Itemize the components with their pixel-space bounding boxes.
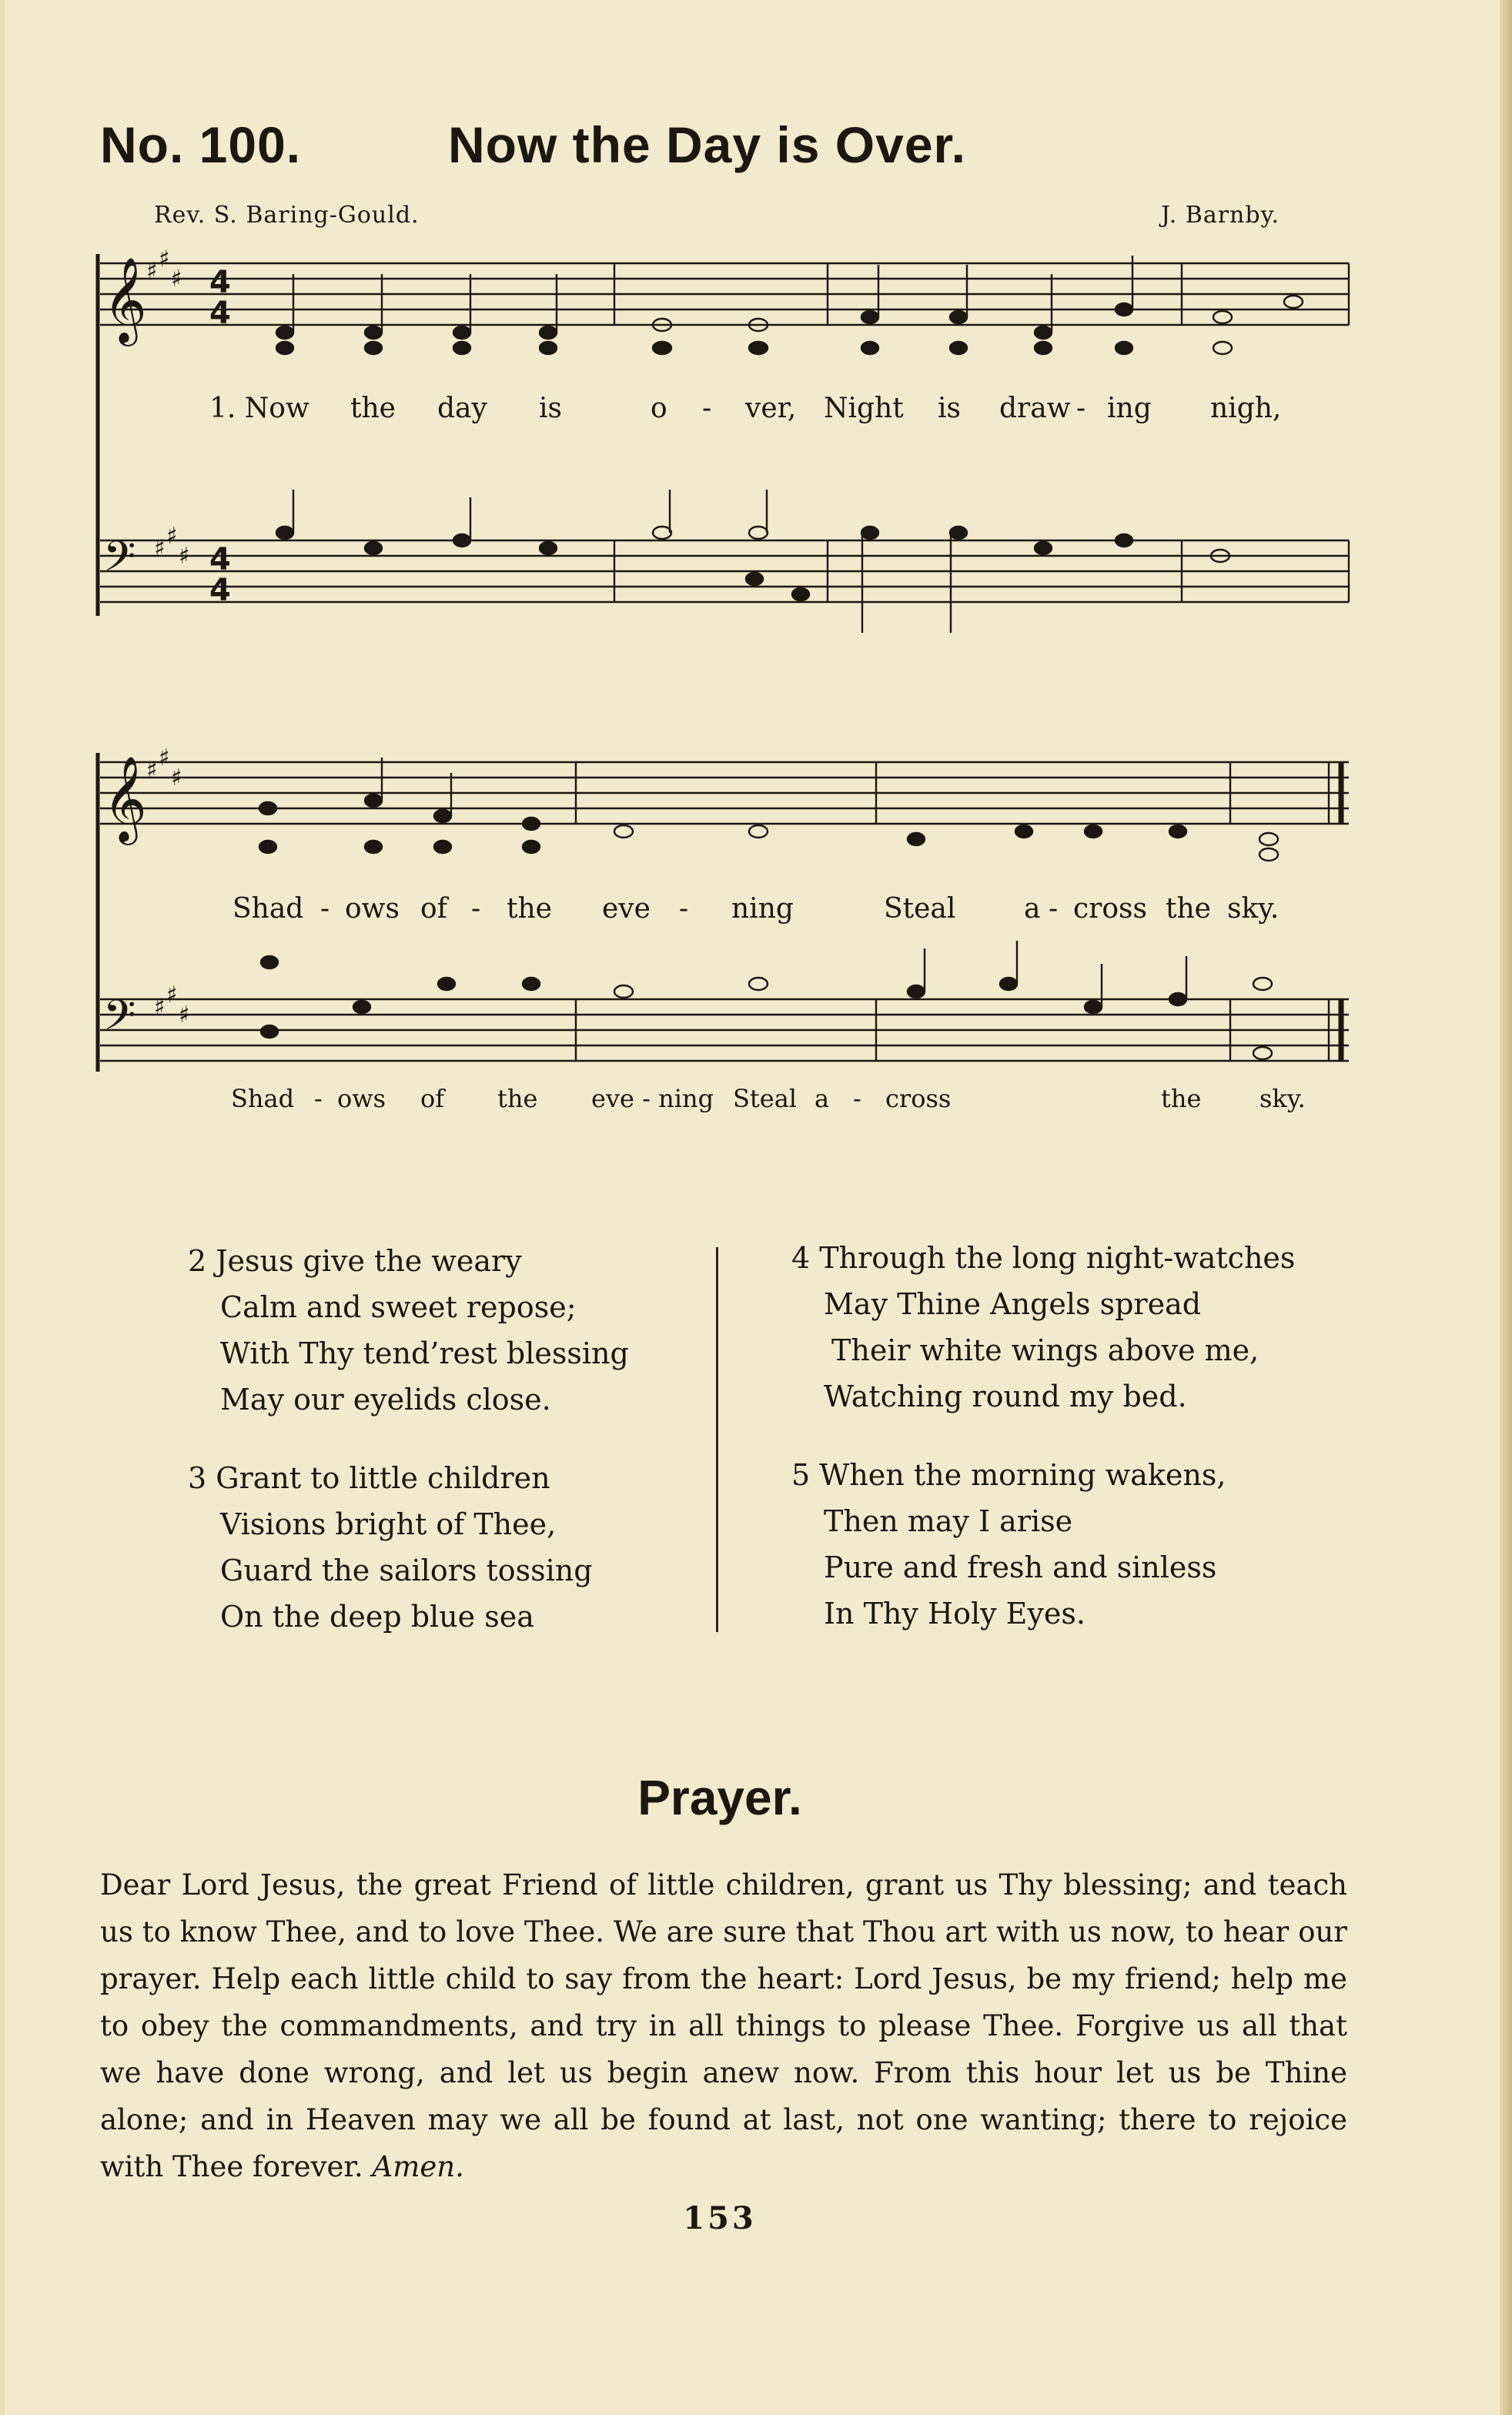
prayer-amen: Amen. (372, 2150, 464, 2183)
bass-lyric-syllable: eve - ning (591, 1084, 714, 1113)
lyric-syllable: Steal (884, 893, 956, 925)
verse-line: Visions bright of Thee, (220, 1507, 557, 1541)
svg-text:♯: ♯ (159, 744, 170, 771)
lyric-syllable: of (420, 893, 447, 925)
lyric-syllable: ning (731, 893, 794, 925)
music-score (0, 0, 1512, 1155)
lyric-syllable: the (350, 393, 396, 424)
bass-lyric-syllable: Steal (733, 1084, 798, 1113)
verse-line: Watching round my bed. (824, 1380, 1187, 1413)
lyric-syllable: cross (1073, 893, 1147, 925)
verse-line: Then may I arise (824, 1504, 1073, 1538)
verse-line: 5 When the morning wakens, (791, 1458, 1226, 1492)
svg-text:♯: ♯ (159, 246, 170, 273)
bass-clef-icon: 𝄢 (103, 991, 136, 1050)
bass-lyric-syllable: cross (885, 1084, 952, 1113)
lyric-syllable: - (702, 393, 712, 424)
prayer-title: Prayer. (637, 1770, 802, 1825)
svg-text:♯: ♯ (166, 523, 178, 550)
svg-text:♯: ♯ (171, 764, 182, 791)
prayer-body: Dear Lord Jesus, the great Friend of little children, grant us Thy blessing; and teach us to know Thee, and to love Thee. We are sure that Thou art with us now, to hear our prayer. Help each little child to say from the heart: Lord Jesus, be my friend; help me to obey the commandments, and try in all things to please Thee. Forgive us all that we have done wrong, and let us begin anew now. From this hour let us be Thine alone; and in Heaven may we all be found at last, not one wanting; there to rejoice with Thee forever. (100, 1868, 1347, 2183)
verse-line: May Thine Angels spread (824, 1287, 1202, 1321)
bass-lyric-syllable: the (497, 1084, 538, 1113)
verse-line: Guard the sailors tossing (220, 1554, 593, 1587)
lyric-syllable: ing (1107, 393, 1152, 424)
lyric-syllable: Shad (232, 893, 304, 925)
treble-clef-icon: 𝄞 (103, 755, 147, 841)
bass-lyric-syllable: a (815, 1084, 830, 1113)
lyric-syllable: a (1024, 893, 1041, 925)
bass-lyric-syllable: of (420, 1084, 445, 1113)
lyric-syllable: - (1049, 893, 1059, 925)
verse-line: Their white wings above me, (831, 1333, 1259, 1367)
lyric-syllable: - (1076, 393, 1086, 424)
verse-line: On the deep blue sea (220, 1600, 534, 1634)
svg-text:4: 4 (209, 542, 231, 577)
bass-lyric-syllable: the (1161, 1084, 1202, 1113)
words-credit: Rev. S. Baring-Gould. (154, 202, 420, 229)
lyric-syllable: - (679, 893, 689, 925)
svg-text:♯: ♯ (166, 982, 178, 1008)
lyric-syllable: o (651, 393, 667, 424)
system2-treble-staff (100, 762, 1349, 824)
bass-lyric-syllable: ows (337, 1084, 386, 1113)
verse-line: Pure and fresh and sinless (824, 1550, 1217, 1584)
svg-text:4: 4 (209, 296, 231, 331)
verse-line: In Thy Holy Eyes. (824, 1597, 1085, 1631)
svg-text:♯: ♯ (146, 757, 158, 784)
page-number: 153 (683, 2200, 757, 2236)
system1-treble-notes (276, 256, 1303, 354)
verse-5 (791, 1452, 1226, 1637)
svg-text:♯: ♯ (179, 543, 190, 570)
verse-line: 3 Grant to little children (188, 1461, 550, 1495)
svg-text:4: 4 (209, 573, 231, 608)
verse-line: 4 Through the long night-watches (791, 1241, 1296, 1275)
verse-line: 2 Jesus give the weary (188, 1244, 522, 1278)
hymn-title: Now the Day is Over. (448, 116, 966, 173)
lyric-syllable: - (471, 893, 481, 925)
bass-lyric-syllable: - (853, 1084, 861, 1113)
lyric-syllable: is (938, 393, 961, 424)
hymn-number: No. 100. (100, 116, 302, 173)
lyric-syllable: 1. Now (209, 393, 309, 424)
lyric-syllable: sky. (1227, 893, 1280, 925)
verse-column-divider (716, 1247, 718, 1632)
system2-bass-staff (100, 999, 1349, 1061)
bass-lyric-syllable: Shad (231, 1084, 295, 1113)
lyric-syllable: draw (999, 393, 1071, 424)
system1-bass-notes (276, 490, 1229, 633)
lyric-syllable: nigh, (1210, 393, 1282, 424)
bass-lyric-syllable: - (314, 1084, 323, 1113)
verse-line: May our eyelids close. (220, 1383, 551, 1417)
music-credit: J. Barnby. (1161, 202, 1280, 229)
svg-text:♯: ♯ (146, 258, 158, 285)
prayer-text (100, 1861, 1347, 2190)
lyric-syllable: day (437, 393, 487, 424)
bass-lyric-syllable: sky. (1259, 1084, 1306, 1113)
verse-line: With Thy tend’rest blessing (220, 1336, 629, 1370)
system1-treble-staff (100, 263, 1349, 325)
lyric-syllable: ows (345, 893, 400, 925)
verse-4 (791, 1235, 1295, 1420)
bass-clef-icon: 𝄢 (103, 532, 136, 591)
lyric-syllable: the (1166, 893, 1211, 925)
lyric-syllable: the (507, 893, 552, 925)
lyric-syllable: is (539, 393, 562, 424)
lyric-syllable: ver, (745, 393, 797, 424)
svg-text:♯: ♯ (171, 266, 182, 293)
system1-bass-staff (100, 540, 1349, 602)
svg-text:♯: ♯ (154, 535, 166, 562)
lyric-syllable: eve (602, 893, 651, 925)
verse-line: Calm and sweet repose; (220, 1290, 577, 1324)
verse-2 (188, 1238, 629, 1423)
svg-text:♯: ♯ (154, 994, 166, 1021)
treble-clef-icon: 𝄞 (103, 256, 147, 343)
svg-text:4: 4 (209, 265, 231, 300)
lyric-syllable: Night (824, 393, 904, 424)
svg-text:♯: ♯ (179, 1002, 190, 1029)
lyric-syllable: - (320, 893, 330, 925)
verse-3 (188, 1455, 593, 1640)
